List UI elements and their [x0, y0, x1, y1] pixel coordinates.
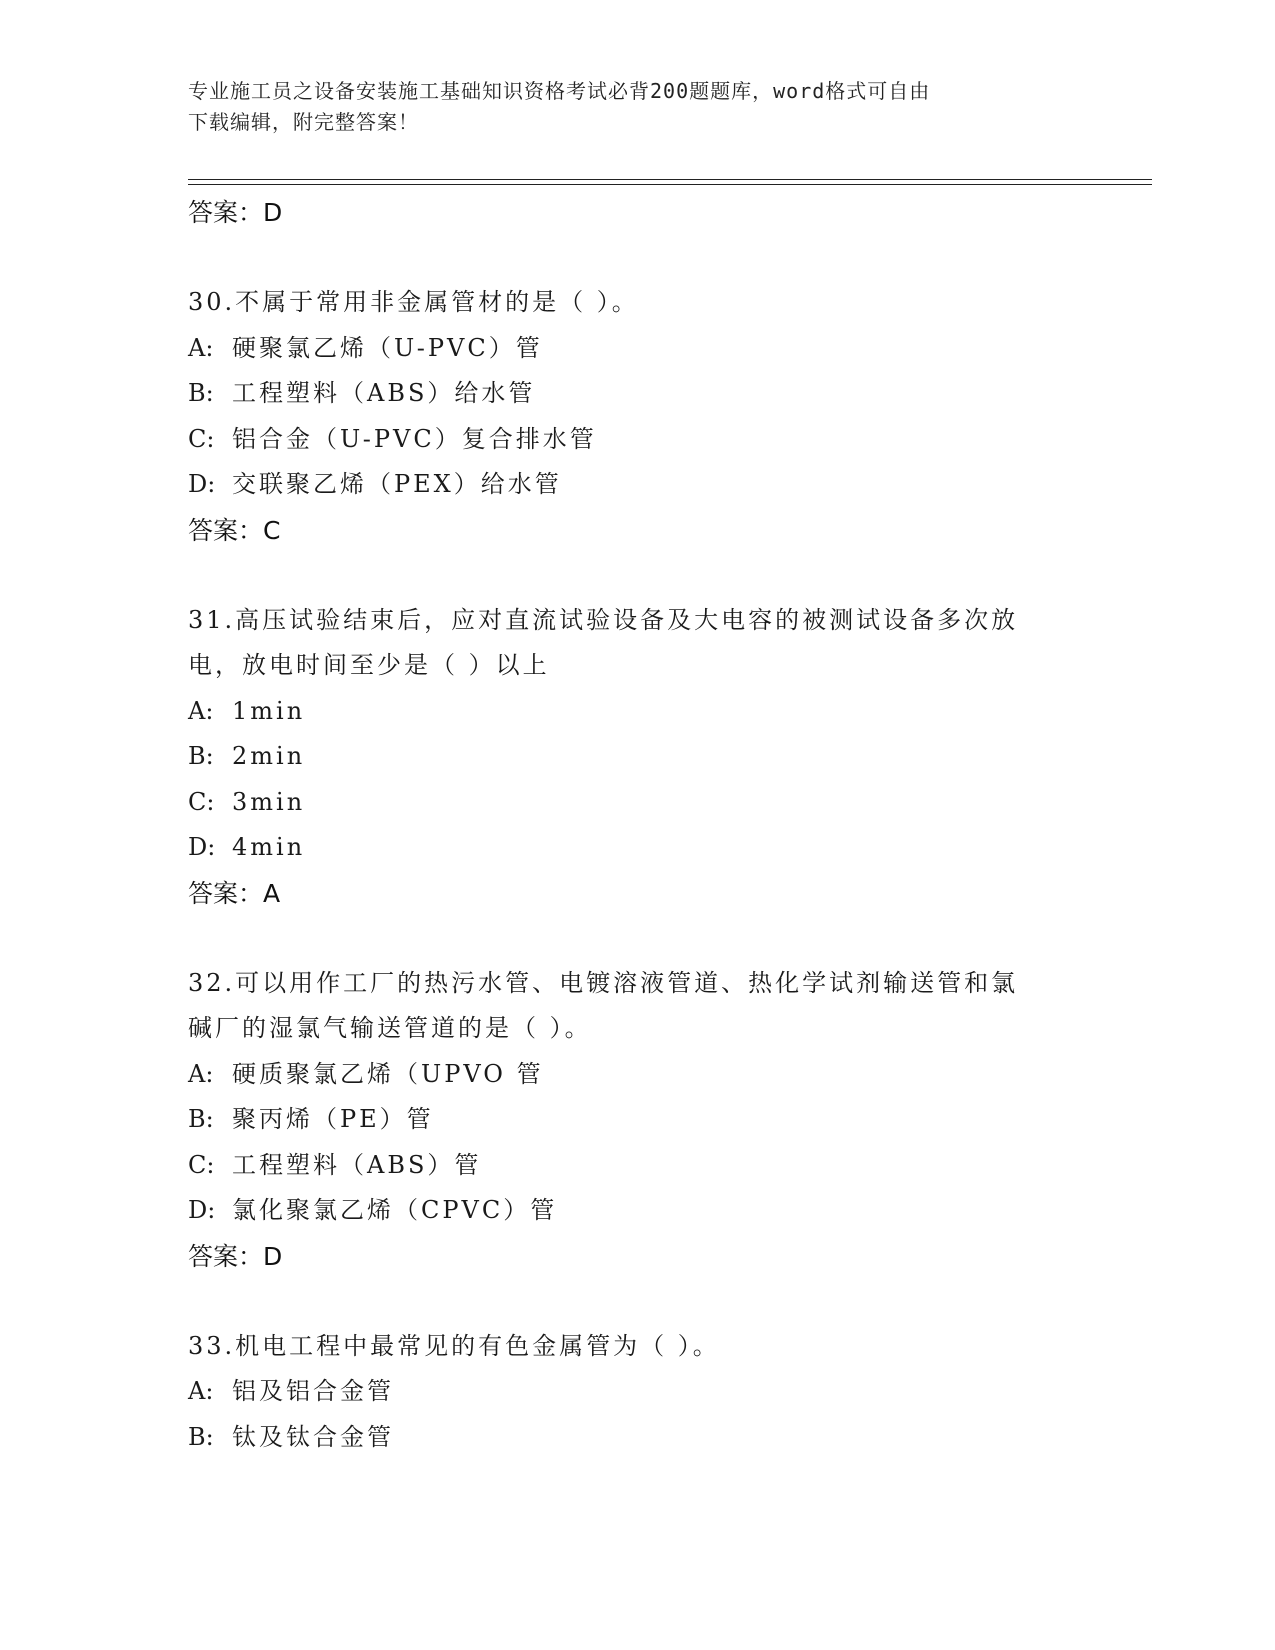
option-text: 4min	[232, 833, 306, 861]
option-text: 硬质聚氯乙烯（UPVO 管	[232, 1059, 544, 1088]
option-letter: B:	[188, 1105, 214, 1133]
option-b	[188, 1097, 1088, 1143]
option-text: 交联聚乙烯（PEX）给水管	[232, 470, 562, 498]
option-d	[188, 825, 1088, 871]
question-stem-continued: 碱厂的湿氯气输送管道的是（ ）。	[188, 1014, 592, 1042]
option-letter: C:	[188, 424, 215, 453]
option-letter: B:	[188, 742, 214, 770]
question-stem: 33.机电工程中最常见的有色金属管为（ ）。	[188, 1331, 720, 1360]
option-a	[188, 1052, 1088, 1098]
option-text: 铝合金（U-PVC）复合排水管	[232, 424, 597, 453]
option-letter: C:	[188, 1150, 215, 1179]
option-b	[188, 734, 1088, 780]
question-list	[188, 190, 1088, 1460]
option-d	[188, 1188, 1088, 1234]
option-letter: A:	[188, 696, 214, 725]
option-letter: D:	[188, 470, 216, 498]
option-c	[188, 417, 1088, 463]
question-stem: 32.可以用作工厂的热污水管、电镀溶液管道、热化学试剂输送管和氯	[188, 968, 1019, 997]
option-letter: A:	[188, 1377, 214, 1405]
option-c	[188, 1143, 1088, 1189]
question-30	[188, 280, 1088, 554]
question-32	[188, 961, 1088, 1280]
option-text: 1min	[232, 696, 306, 725]
previous-answer: 答案：D	[188, 198, 283, 227]
option-letter: B:	[188, 379, 214, 407]
header-line-2: 下载编辑，附完整答案！	[188, 110, 419, 134]
header-line-1: 专业施工员之设备安装施工基础知识资格考试必背200题题库，word格式可自由	[188, 79, 931, 103]
question-stem: 30.不属于常用非金属管材的是（ ）。	[188, 288, 639, 316]
answer: 答案：C	[188, 515, 281, 545]
option-a	[188, 326, 1088, 372]
option-text: 3min	[232, 787, 306, 816]
option-letter: D:	[188, 833, 216, 861]
option-letter: C:	[188, 787, 215, 816]
header-divider-top	[188, 179, 1152, 180]
option-text: 铝及铝合金管	[232, 1377, 394, 1405]
option-text: 工程塑料（ABS）管	[232, 1150, 482, 1179]
page-header	[188, 76, 1068, 138]
question-33	[188, 1324, 1088, 1461]
answer: 答案：D	[188, 1241, 283, 1271]
option-letter: D:	[188, 1196, 216, 1224]
option-text: 钛及钛合金管	[232, 1422, 394, 1451]
option-letter: B:	[188, 1422, 214, 1451]
option-d	[188, 462, 1088, 508]
option-text: 聚丙烯（PE）管	[232, 1105, 434, 1133]
option-a	[188, 689, 1088, 735]
option-a	[188, 1369, 1088, 1415]
question-stem-continued: 电，放电时间至少是（ ）以上	[188, 651, 550, 679]
option-b	[188, 1415, 1088, 1461]
question-stem: 31.高压试验结束后，应对直流试验设备及大电容的被测试设备多次放	[188, 605, 1019, 634]
option-text: 氯化聚氯乙烯（CPVC）管	[232, 1196, 558, 1224]
option-letter: A:	[188, 1059, 214, 1088]
option-text: 工程塑料（ABS）给水管	[232, 379, 536, 407]
option-b	[188, 371, 1088, 417]
option-c	[188, 780, 1088, 826]
option-text: 硬聚氯乙烯（U-PVC）管	[232, 333, 543, 362]
option-text: 2min	[232, 742, 306, 770]
header-divider-bottom	[188, 184, 1152, 185]
option-letter: A:	[188, 333, 214, 362]
question-31	[188, 598, 1088, 917]
answer: 答案：A	[188, 878, 281, 908]
